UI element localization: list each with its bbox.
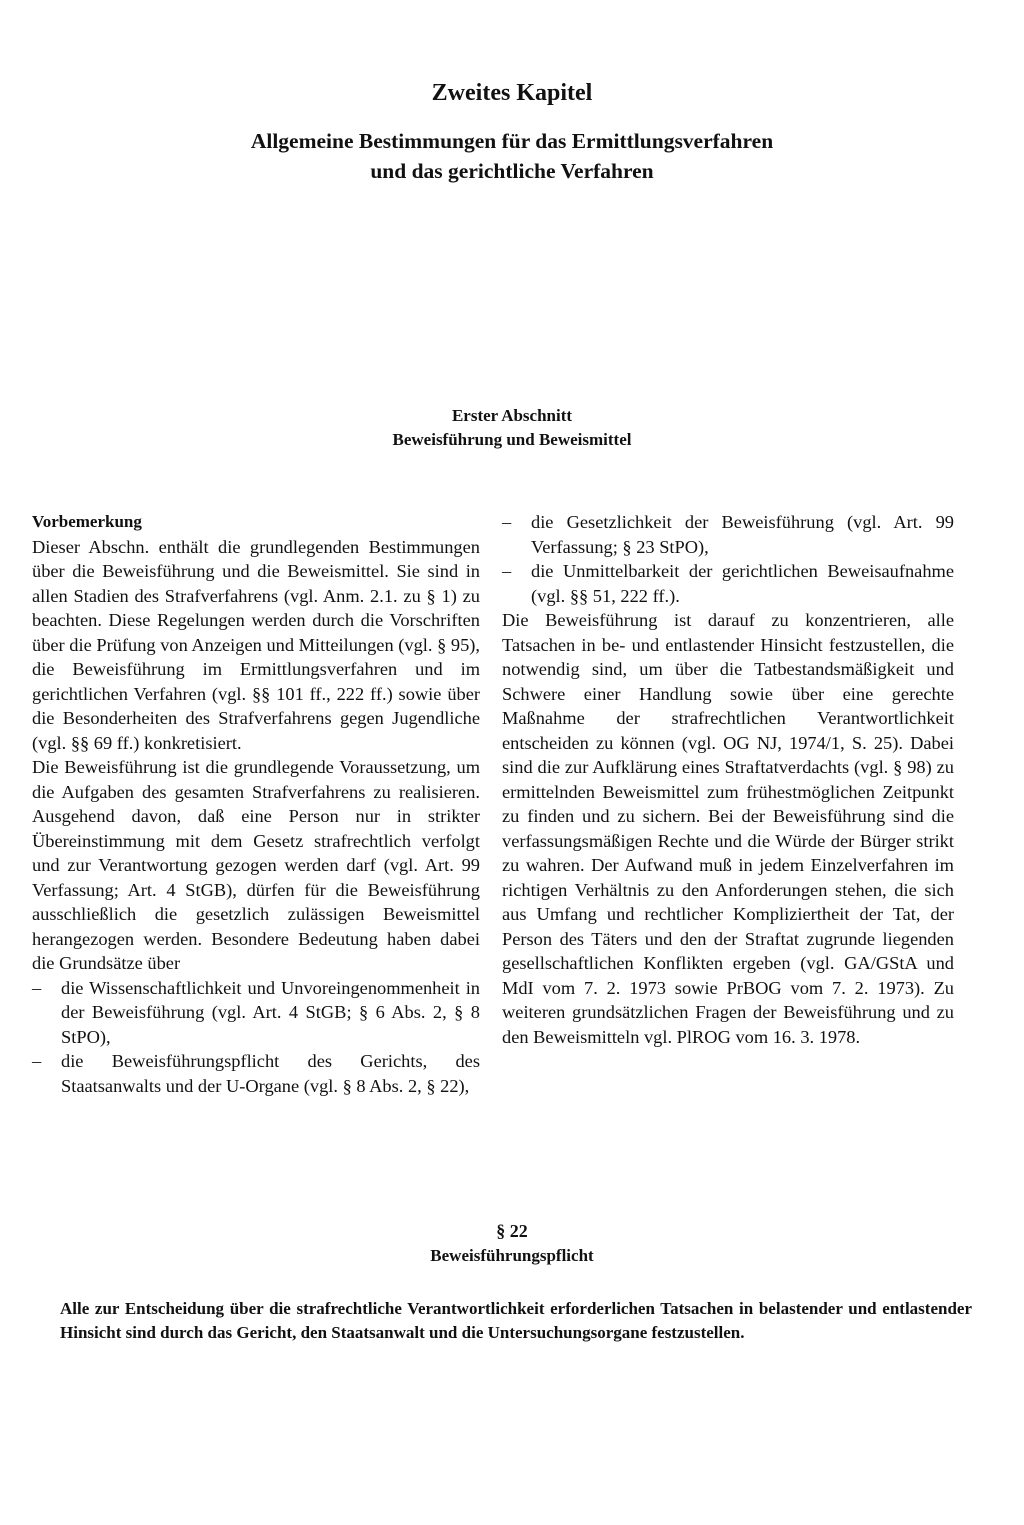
paragraph-text: Alle zur Entscheidung über die strafrechtliche Verantwortlichkeit erforderlichen Tatsachen in belastender und entlastender Hinsicht sind durch das Gericht, den Staatsanwalt und die Untersuchungsorgane festzustellen. xyxy=(60,1299,972,1342)
chapter-label: Zweites Kapitel xyxy=(431,80,593,106)
vorbemerkung-paragraph-2: Die Beweisführung ist die grundlegende Voraussetzung, um die Aufgaben des gesamten Strafverfahrens zu realisieren. Ausgehend davon, daß eine Person nur in strikter Übereinstimmung mit dem Gesetz strafrechtlich verfolgt und zur Verantwortung gezogen werden darf (vgl. Art. 99 Verfassung; Art. 4 StGB), dürfen für die Beweisführung ausschließlich die gesetzlich zulässigen Beweismittel herangezogen werden. Besondere Bedeutung haben dabei die Grundsätze über xyxy=(32,757,480,973)
list-item xyxy=(32,1049,480,1098)
principles-list-right xyxy=(502,510,954,608)
right-column xyxy=(502,510,954,1049)
list-item-text: die Beweisführungspflicht des Gerichts, des Staatsanwalts und der U-Organe (vgl. § 8 Abs. 2, § 22), xyxy=(61,1051,480,1096)
vorbemerkung-paragraph-1: Dieser Abschn. enthält die grundlegenden Bestimmungen über die Beweisführung und die Beweismittel. Sie sind in allen Stadien des Strafverfahrens (vgl. Anm. 2.1. zu § 1) zu beachten. Diese Regelungen werden durch die Vorschriften über die Prüfung von Anzeigen und Mitteilungen (vgl. § 95), die Beweisführung im Ermittlungsverfahren und im gerichtlichen Verfahren (vgl. §§ 101 ff., 222 ff.) sowie über die Besonderheiten des Strafverfahrens gegen Jugendliche (vgl. §§ 69 ff.) konkretisiert. xyxy=(32,536,480,753)
dash-marker: – xyxy=(32,977,42,998)
left-column xyxy=(32,510,480,1098)
list-item-text: die Unmittelbarkeit der gerichtlichen Beweisaufnahme (vgl. §§ 51, 222 ff.). xyxy=(531,561,954,606)
list-item xyxy=(32,976,480,1050)
principles-list-left xyxy=(32,976,480,1099)
list-item-text: die Wissenschaftlichkeit und Unvoreingenommenheit in der Beweisführung (vgl. Art. 4 StGB; § 6 Abs. 2, § 8 StPO), xyxy=(61,977,480,1047)
list-item xyxy=(502,559,954,608)
dash-marker: – xyxy=(502,561,512,581)
dash-marker: – xyxy=(502,512,512,532)
list-item-text: die Gesetzlichkeit der Beweisführung (vgl. Art. 99 Verfassung; § 23 StPO), xyxy=(531,512,954,557)
section-title: Beweisführung und Beweismittel xyxy=(392,430,632,449)
chapter-title xyxy=(0,126,1024,186)
dash-marker: – xyxy=(32,1051,42,1071)
paragraph-number: § 22 xyxy=(496,1221,528,1241)
chapter-title-line1: Allgemeine Bestimmungen für das Ermittlungsverfahren xyxy=(250,129,774,153)
vorbemerkung-paragraph-3: Die Beweisführung ist darauf zu konzentrieren, alle Tatsachen in be- und entlastender Hinsicht festzustellen, die notwendig sind, um über die Tatbestandsmäßigkeit und Schwere einer Handlung sowie über eine gerechte Maßnahme der strafrechtlichen Verantwortlichkeit entscheiden zu können (vgl. OG NJ, 1974/1, S. 25). Dabei sind die zur Aufklärung eines Straftatverdachts (vgl. § 98) zu ermittelnden Beweismittel zum frühestmöglichen Zeitpunkt zu finden und zu sichern. Bei der Beweisführung sind die verfassungsmäßigen Rechte und die Würde der Bürger strikt zu wahren. Der Aufwand muß in jedem Einzelverfahren im richtigen Verhältnis zu den Anforderungen stehen, die sich aus Umfang und rechtlicher Kompliziertheit der Tat, der Person des Täters und den der Straftat zugrunde liegenden gesellschaftlichen Konflikten ergeben (vgl. GA/GStA und MdI vom 7. 2. 1973 sowie PrBOG vom 7. 2. 1973). Zu weiteren grundsätzlichen Fragen der Beweisführung und zu den Beweismitteln vgl. PlROG vom 16. 3. 1978. xyxy=(502,610,954,1047)
list-item xyxy=(502,510,954,559)
vorbemerkung-heading: Vorbemerkung xyxy=(32,512,142,531)
chapter-title-line2: und das gerichtliche Verfahren xyxy=(370,159,654,183)
paragraph-title: Beweisführungspflicht xyxy=(430,1246,594,1265)
section-label: Erster Abschnitt xyxy=(451,406,573,425)
